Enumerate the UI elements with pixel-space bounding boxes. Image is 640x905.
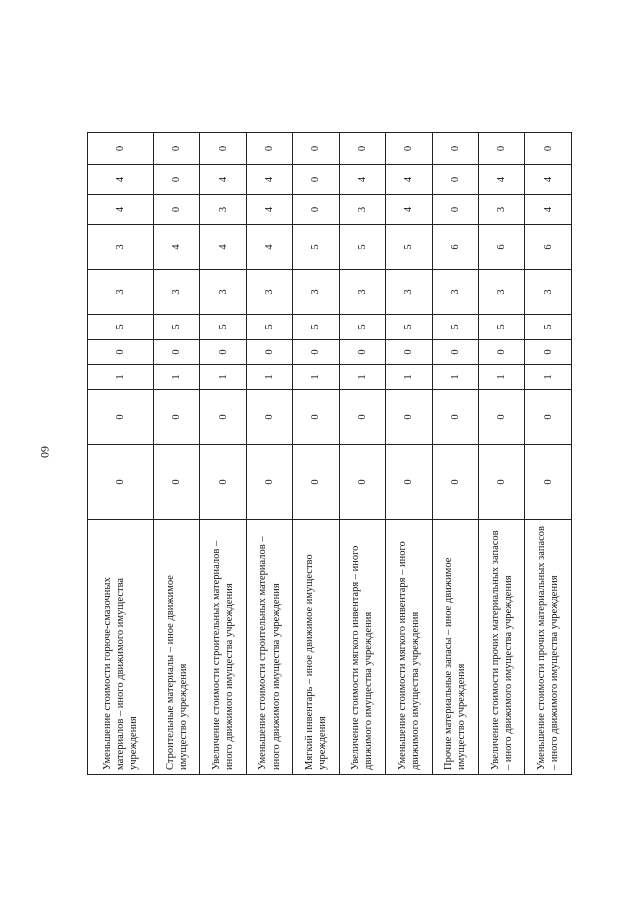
code-cell: 0 — [246, 133, 292, 165]
account-name-cell: Прочие материальные запасы – иное движимое имущество учреждения — [432, 520, 478, 775]
code-cell: 0 — [293, 133, 339, 165]
code-cell: 0 — [479, 133, 525, 165]
code-cell: 3 — [200, 195, 246, 225]
code-cell: 0 — [246, 445, 292, 520]
code-cell: 0 — [479, 390, 525, 445]
accounts-table — [87, 132, 572, 775]
code-cell: 4 — [386, 195, 432, 225]
code-cell: 5 — [339, 315, 385, 340]
code-cell: 0 — [246, 340, 292, 365]
code-cell: 5 — [386, 315, 432, 340]
code-cell: 0 — [339, 445, 385, 520]
table-row — [525, 133, 572, 775]
code-cell: 0 — [293, 390, 339, 445]
code-cell: 4 — [153, 225, 199, 270]
code-cell: 4 — [88, 195, 154, 225]
code-cell: 0 — [432, 133, 478, 165]
code-cell: 0 — [479, 340, 525, 365]
code-cell: 0 — [293, 165, 339, 195]
code-cell: 0 — [200, 133, 246, 165]
table-row — [153, 133, 199, 775]
code-cell: 4 — [339, 165, 385, 195]
code-cell: 0 — [386, 390, 432, 445]
account-name-cell: Уменьшение стоимости горюче-смазочных материалов – иного движимого имущества учреждения — [88, 520, 154, 775]
code-cell: 1 — [153, 365, 199, 390]
code-cell: 4 — [525, 165, 572, 195]
code-cell: 4 — [200, 165, 246, 195]
code-cell: 0 — [525, 390, 572, 445]
code-cell: 5 — [200, 315, 246, 340]
code-cell: 0 — [200, 340, 246, 365]
code-cell: 1 — [339, 365, 385, 390]
code-cell: 3 — [246, 270, 292, 315]
code-cell: 5 — [293, 315, 339, 340]
code-cell: 3 — [293, 270, 339, 315]
code-cell: 1 — [200, 365, 246, 390]
code-cell: 0 — [153, 340, 199, 365]
code-cell: 3 — [339, 195, 385, 225]
code-cell: 5 — [153, 315, 199, 340]
code-cell: 0 — [153, 445, 199, 520]
code-cell: 3 — [432, 270, 478, 315]
code-cell: 6 — [525, 225, 572, 270]
account-name-cell: Увеличение стоимости мягкого инвентаря – иного движимого имущества учреждения — [339, 520, 385, 775]
table-row — [293, 133, 339, 775]
code-cell: 0 — [153, 195, 199, 225]
account-name-cell: Уменьшение стоимости прочих материальных запасов – иного движимого имущества учреждения — [525, 520, 572, 775]
code-cell: 5 — [293, 225, 339, 270]
code-cell: 6 — [479, 225, 525, 270]
table-row — [479, 133, 525, 775]
page-number: 60 — [38, 446, 52, 458]
table-row — [339, 133, 385, 775]
code-cell: 0 — [153, 133, 199, 165]
code-cell: 5 — [88, 315, 154, 340]
code-cell: 1 — [386, 365, 432, 390]
code-cell: 3 — [88, 225, 154, 270]
code-cell: 3 — [200, 270, 246, 315]
code-cell: 3 — [479, 270, 525, 315]
code-cell: 1 — [432, 365, 478, 390]
account-name-cell: Уменьшение стоимости строительных материалов – иного движимого имущества учреждения — [246, 520, 292, 775]
code-cell: 0 — [339, 390, 385, 445]
code-cell: 0 — [153, 165, 199, 195]
code-cell: 0 — [525, 133, 572, 165]
code-cell: 5 — [525, 315, 572, 340]
table-row — [386, 133, 432, 775]
code-cell: 1 — [246, 365, 292, 390]
code-cell: 4 — [200, 225, 246, 270]
code-cell: 0 — [339, 340, 385, 365]
code-cell: 0 — [200, 390, 246, 445]
code-cell: 4 — [246, 225, 292, 270]
code-cell: 3 — [153, 270, 199, 315]
code-cell: 4 — [525, 195, 572, 225]
code-cell: 4 — [88, 165, 154, 195]
table-row — [246, 133, 292, 775]
account-name-cell: Увеличение стоимости строительных материалов – иного движимого имущества учреждения — [200, 520, 246, 775]
account-name-cell: Увеличение стоимости прочих материальных запасов – иного движимого имущества учреждения — [479, 520, 525, 775]
code-cell: 0 — [246, 390, 292, 445]
code-cell: 5 — [339, 225, 385, 270]
code-cell: 5 — [479, 315, 525, 340]
code-cell: 3 — [479, 195, 525, 225]
code-cell: 0 — [88, 445, 154, 520]
code-cell: 0 — [386, 340, 432, 365]
code-cell: 1 — [525, 365, 572, 390]
code-cell: 0 — [293, 340, 339, 365]
code-cell: 0 — [88, 340, 154, 365]
code-cell: 0 — [432, 195, 478, 225]
code-cell: 0 — [293, 195, 339, 225]
account-name-cell: Уменьшение стоимости мягкого инвентаря – иного движимого имущества учреждения — [386, 520, 432, 775]
code-cell: 0 — [525, 340, 572, 365]
code-cell: 3 — [525, 270, 572, 315]
table-row — [432, 133, 478, 775]
code-cell: 0 — [88, 390, 154, 445]
code-cell: 4 — [246, 165, 292, 195]
code-cell: 1 — [88, 365, 154, 390]
code-cell: 5 — [246, 315, 292, 340]
code-cell: 0 — [479, 445, 525, 520]
code-cell: 0 — [432, 340, 478, 365]
code-cell: 4 — [246, 195, 292, 225]
code-cell: 5 — [432, 315, 478, 340]
code-cell: 4 — [479, 165, 525, 195]
code-cell: 0 — [525, 445, 572, 520]
code-cell: 1 — [479, 365, 525, 390]
code-cell: 6 — [432, 225, 478, 270]
code-cell: 5 — [386, 225, 432, 270]
table-row — [200, 133, 246, 775]
code-cell: 3 — [339, 270, 385, 315]
code-cell: 3 — [386, 270, 432, 315]
code-cell: 0 — [293, 445, 339, 520]
code-cell: 0 — [386, 445, 432, 520]
code-cell: 0 — [432, 165, 478, 195]
code-cell: 0 — [386, 133, 432, 165]
account-name-cell: Строительные материалы – иное движимое имущество учреждения — [153, 520, 199, 775]
code-cell: 0 — [88, 133, 154, 165]
account-name-cell: Мягкий инвентарь – иное движимое имущество учреждения — [293, 520, 339, 775]
table-row — [88, 133, 154, 775]
code-cell: 1 — [293, 365, 339, 390]
code-cell: 0 — [432, 390, 478, 445]
code-cell: 0 — [153, 390, 199, 445]
code-cell: 0 — [432, 445, 478, 520]
code-cell: 3 — [88, 270, 154, 315]
code-cell: 4 — [386, 165, 432, 195]
code-cell: 0 — [200, 445, 246, 520]
code-cell: 0 — [339, 133, 385, 165]
